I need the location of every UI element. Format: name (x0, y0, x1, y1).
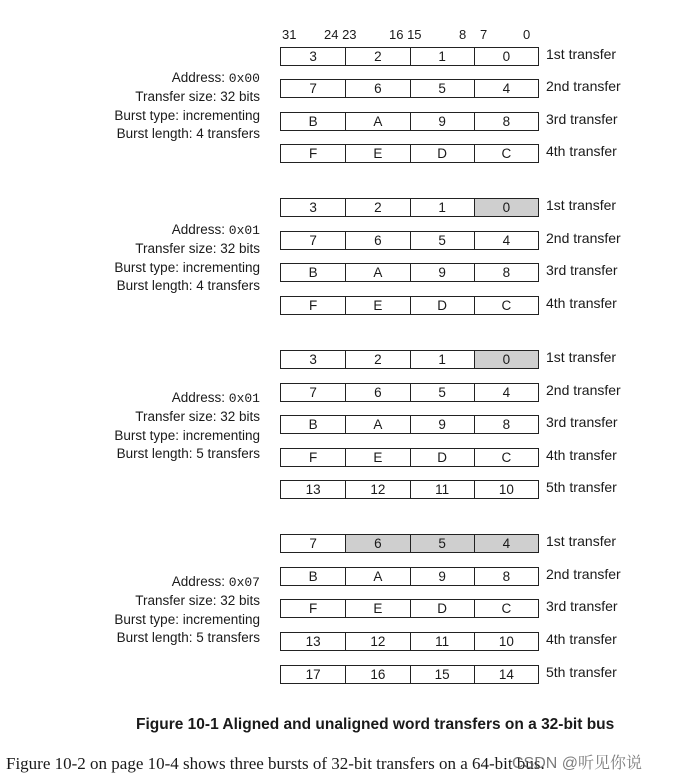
byte-lane-cell: 9 (410, 264, 474, 281)
bit-label-16-15: 16 15 (389, 27, 422, 42)
byte-lane-cell: 5 (410, 384, 474, 401)
byte-lane-cell: A (345, 416, 409, 433)
burst-info (114, 221, 260, 296)
byte-lane-cell: 11 (410, 481, 474, 498)
body-paragraph: Figure 10-2 on page 10-4 shows three bursts of 32-bit transfers on a 64-bit bus. (6, 754, 545, 773)
address-value: 0x01 (228, 391, 260, 406)
byte-lane-cell: E (345, 449, 409, 466)
byte-lane-cell: 6 (345, 80, 409, 97)
burst-length: Burst length: 5 transfers (116, 630, 260, 646)
transfer-label: 1st transfer (546, 349, 617, 365)
burst-info (114, 69, 260, 144)
address-line (114, 573, 260, 592)
bit-label-8: 8 (459, 27, 467, 42)
transfer-row (280, 415, 539, 434)
byte-lane-cell: F (309, 298, 318, 313)
byte-lane-cell: C (474, 449, 538, 466)
byte-lane-cell: 0 (474, 199, 538, 216)
bit-label-24-23: 24 23 (324, 27, 357, 42)
transfer-label: 4th transfer (546, 143, 617, 159)
byte-lane-cell: E (345, 297, 409, 314)
bit-label-31: 31 (282, 27, 297, 42)
byte-lane-cell: 4 (474, 80, 538, 97)
byte-lane-cell: 6 (345, 535, 409, 552)
transfer-label: 5th transfer (546, 664, 617, 680)
address-value: 0x00 (228, 71, 260, 86)
transfer-label: 2nd transfer (546, 566, 621, 582)
transfer-size: Transfer size: 32 bits (135, 89, 260, 105)
byte-lane-cell: 5 (410, 535, 474, 552)
byte-lane-cell: B (308, 265, 318, 280)
transfer-label: 2nd transfer (546, 78, 621, 94)
byte-lane-cell: 7 (309, 233, 317, 248)
byte-lane-cell: 3 (309, 200, 317, 215)
address-value: 0x01 (228, 223, 260, 238)
byte-lane-cell: 12 (345, 633, 409, 650)
transfer-row (280, 383, 539, 402)
burst-length: Burst length: 4 transfers (116, 126, 260, 142)
byte-lane-cell: 3 (309, 352, 317, 367)
transfer-label: 4th transfer (546, 447, 617, 463)
byte-lane-cell: 2 (345, 351, 409, 368)
burst-length: Burst length: 5 transfers (116, 446, 260, 462)
transfer-size: Transfer size: 32 bits (135, 241, 260, 257)
byte-lane-cell: 1 (410, 48, 474, 65)
byte-lane-cell: 16 (345, 666, 409, 683)
byte-lane-cell: 11 (410, 633, 474, 650)
byte-lane-cell: 2 (345, 48, 409, 65)
byte-lane-cell: 4 (474, 232, 538, 249)
byte-lane-cell: F (309, 450, 318, 465)
byte-lane-cell: 14 (474, 666, 538, 683)
byte-lane-cell: 2 (345, 199, 409, 216)
address-label: Address: (171, 390, 229, 405)
byte-lane-cell: 0 (474, 351, 538, 368)
byte-lane-cell: E (345, 145, 409, 162)
byte-lane-cell: 6 (345, 384, 409, 401)
byte-lane-cell: 17 (305, 667, 321, 682)
transfer-label: 3rd transfer (546, 262, 618, 278)
address-line (114, 69, 260, 88)
byte-lane-cell: D (410, 145, 474, 162)
burst-info (114, 389, 260, 464)
byte-lane-cell: 9 (410, 416, 474, 433)
transfer-label: 3rd transfer (546, 414, 618, 430)
byte-lane-cell: F (309, 146, 318, 161)
byte-lane-cell: D (410, 449, 474, 466)
transfer-label: 1st transfer (546, 533, 617, 549)
bit-label-7: 7 (480, 27, 488, 42)
transfer-row (280, 47, 539, 66)
byte-lane-cell: F (309, 601, 318, 616)
address-line (114, 221, 260, 240)
address-value: 0x07 (228, 575, 260, 590)
byte-lane-cell: 7 (309, 81, 317, 96)
transfer-row (280, 112, 539, 131)
transfer-label: 2nd transfer (546, 230, 621, 246)
byte-lane-cell: B (308, 569, 318, 584)
byte-lane-cell: 12 (345, 481, 409, 498)
transfer-row (280, 79, 539, 98)
address-label: Address: (171, 70, 229, 85)
transfer-row (280, 448, 539, 467)
byte-lane-cell: 0 (474, 48, 538, 65)
byte-lane-cell: 4 (474, 535, 538, 552)
byte-lane-cell: D (410, 297, 474, 314)
burst-length: Burst length: 4 transfers (116, 278, 260, 294)
byte-lane-cell: 5 (410, 80, 474, 97)
byte-lane-cell: 9 (410, 113, 474, 130)
burst-info (114, 573, 260, 648)
burst-type: Burst type: incrementing (114, 427, 260, 443)
transfer-label: 4th transfer (546, 631, 617, 647)
byte-lane-cell: 10 (474, 481, 538, 498)
transfer-label: 1st transfer (546, 197, 617, 213)
byte-lane-cell: D (410, 600, 474, 617)
byte-lane-cell: 7 (309, 385, 317, 400)
burst-type: Burst type: incrementing (114, 259, 260, 275)
transfer-row (280, 567, 539, 586)
transfer-row (280, 296, 539, 315)
byte-lane-cell: 5 (410, 232, 474, 249)
byte-lane-cell: 10 (474, 633, 538, 650)
transfer-size: Transfer size: 32 bits (135, 409, 260, 425)
transfer-row (280, 263, 539, 282)
byte-lane-cell: 6 (345, 232, 409, 249)
address-label: Address: (171, 574, 229, 589)
byte-lane-cell: A (345, 568, 409, 585)
byte-lane-cell: E (345, 600, 409, 617)
byte-lane-cell: 1 (410, 351, 474, 368)
byte-lane-cell: 13 (305, 482, 321, 497)
byte-lane-cell: 13 (305, 634, 321, 649)
transfer-label: 1st transfer (546, 46, 617, 62)
byte-lane-cell: B (308, 114, 318, 129)
transfer-row (280, 350, 539, 369)
transfer-row (280, 632, 539, 651)
byte-lane-cell: C (474, 600, 538, 617)
transfer-row (280, 480, 539, 499)
transfer-row (280, 665, 539, 684)
transfer-size: Transfer size: 32 bits (135, 593, 260, 609)
address-line (114, 389, 260, 408)
byte-lane-cell: 8 (474, 264, 538, 281)
transfer-row (280, 231, 539, 250)
byte-lane-cell: B (308, 417, 318, 432)
byte-lane-cell: 15 (410, 666, 474, 683)
transfer-label: 3rd transfer (546, 111, 618, 127)
byte-lane-cell: 7 (309, 536, 317, 551)
burst-type: Burst type: incrementing (114, 107, 260, 123)
transfer-label: 3rd transfer (546, 598, 618, 614)
byte-lane-cell: 8 (474, 416, 538, 433)
transfer-row (280, 144, 539, 163)
byte-lane-cell: 8 (474, 113, 538, 130)
byte-lane-cell: C (474, 145, 538, 162)
transfer-row (280, 599, 539, 618)
byte-lane-cell: 8 (474, 568, 538, 585)
byte-lane-cell: 3 (309, 49, 317, 64)
transfer-label: 2nd transfer (546, 382, 621, 398)
figure-caption: Figure 10-1 Aligned and unaligned word transfers on a 32-bit bus (136, 716, 615, 733)
bit-label-0: 0 (523, 27, 531, 42)
byte-lane-cell: 4 (474, 384, 538, 401)
byte-lane-cell: 1 (410, 199, 474, 216)
transfer-label: 5th transfer (546, 479, 617, 495)
burst-type: Burst type: incrementing (114, 611, 260, 627)
watermark: CSDN @听见你说 (512, 755, 643, 772)
byte-lane-cell: A (345, 113, 409, 130)
byte-lane-cell: C (474, 297, 538, 314)
byte-lane-cell: 9 (410, 568, 474, 585)
transfer-row (280, 198, 539, 217)
byte-lane-cell: A (345, 264, 409, 281)
address-label: Address: (171, 222, 229, 237)
transfer-label: 4th transfer (546, 295, 617, 311)
transfer-row (280, 534, 539, 553)
